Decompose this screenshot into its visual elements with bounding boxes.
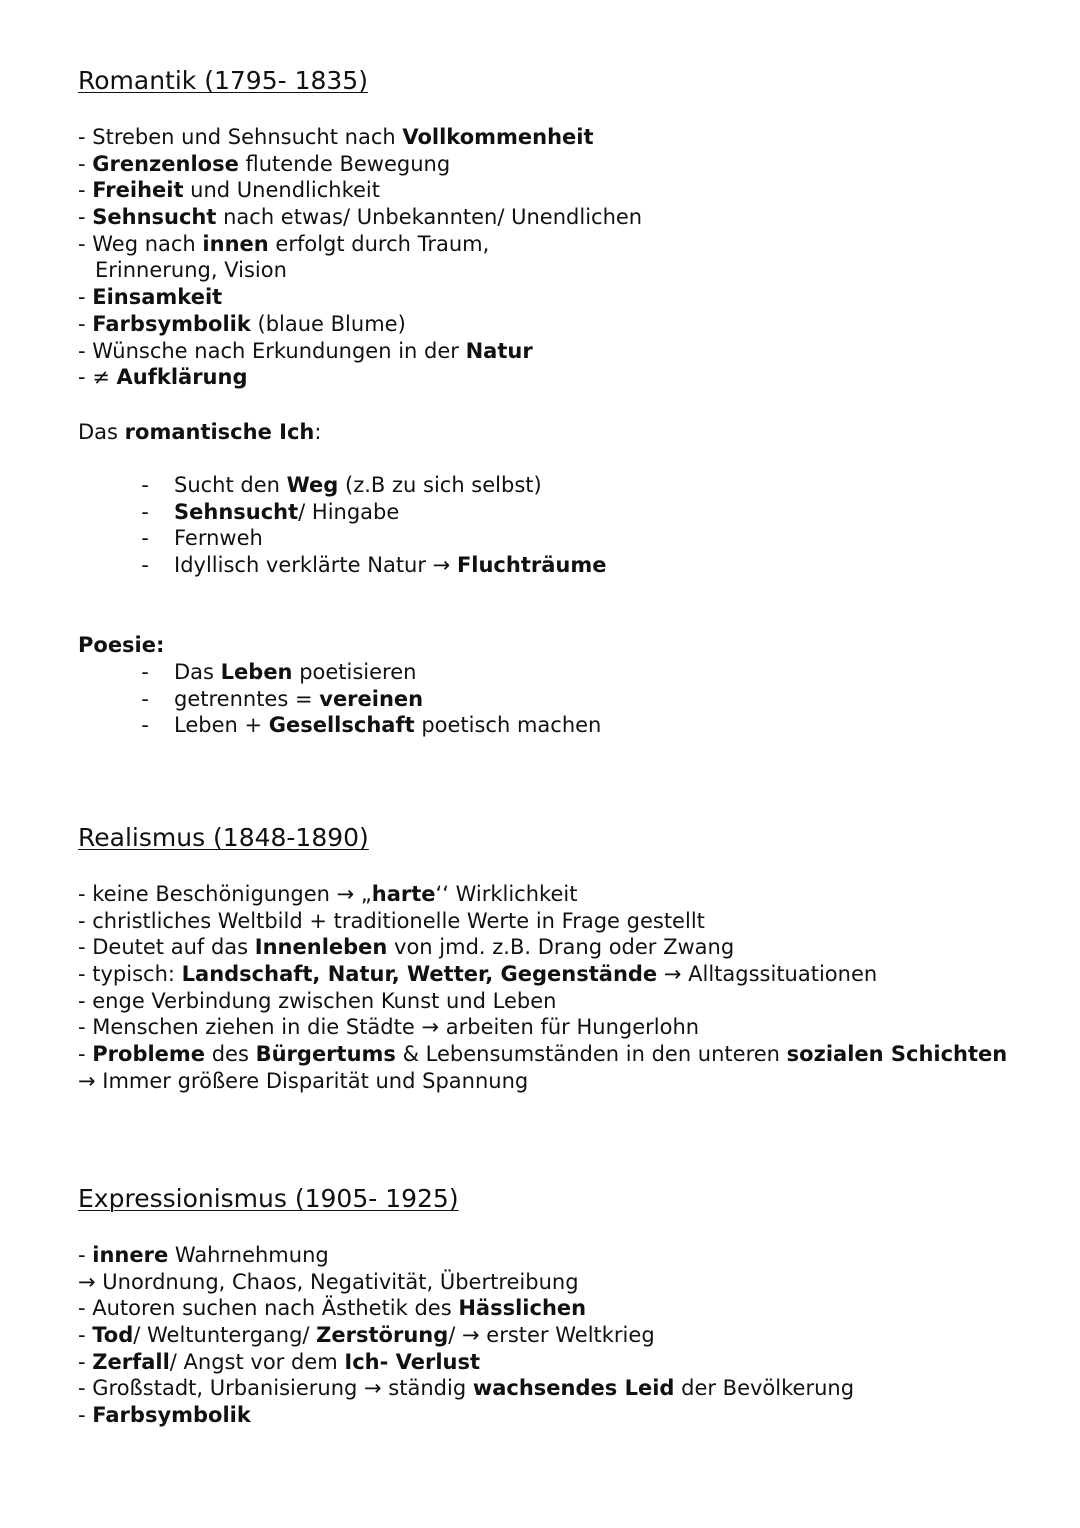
bold-text: Aufklärung	[116, 365, 248, 390]
text-run: Leben +	[174, 713, 269, 738]
list-item	[78, 231, 642, 258]
list-item	[78, 1014, 1007, 1041]
bold-text: Natur	[465, 338, 533, 363]
text-run: - Streben und Sehnsucht nach	[78, 125, 403, 149]
sub-list-item	[138, 659, 601, 686]
text-run: poetisch machen	[414, 713, 602, 738]
bold-text: innen	[202, 231, 269, 256]
text-run: Erinnerung, Vision	[95, 258, 287, 283]
text-run: -	[78, 285, 93, 310]
bold-text: Hässlichen	[458, 1296, 587, 1321]
list-item	[78, 934, 1007, 961]
text-run: (blaue Blume)	[250, 311, 406, 336]
list-item	[78, 1068, 1007, 1095]
text-run: - Wünsche nach Erkundungen in der	[78, 338, 466, 363]
text-run: & Lebensumständen in den unteren	[395, 1042, 787, 1067]
bold-text: Sehnsucht	[92, 205, 217, 230]
bold-text: Probleme	[92, 1042, 206, 1067]
list-item	[78, 1402, 854, 1429]
heading-romantik: Romantik (1795- 1835)	[78, 66, 368, 95]
sub-list-item	[138, 552, 606, 579]
bold-text: Landschaft, Natur, Wetter, Gegenstände	[181, 962, 658, 987]
bold-text: Fluchträume	[456, 553, 607, 578]
text-run: - Weg nach	[78, 231, 203, 256]
text-run: erfolgt durch Traum,	[268, 231, 490, 256]
text-run: und Unendlichkeit	[183, 178, 380, 203]
text-run: / Angst vor dem	[169, 1349, 345, 1374]
bold-text: Freiheit	[92, 178, 184, 203]
expressionismus-list	[78, 1242, 854, 1429]
list-item	[78, 1295, 854, 1322]
bold-text: wachsendes Leid	[472, 1376, 675, 1401]
text-run: - typisch:	[78, 962, 182, 987]
sub-list-item	[138, 525, 606, 552]
text-run: - keine Beschönigungen → „	[78, 882, 372, 906]
bold-text: sozialen Schichten	[786, 1042, 1008, 1067]
dash-bullet-icon: -	[141, 499, 149, 524]
bold-text: innere	[92, 1243, 169, 1267]
realismus-list	[78, 881, 1007, 1095]
text-run: - Autoren suchen nach Ästhetik des	[78, 1296, 459, 1321]
text-run: - Deutet auf das	[78, 935, 255, 960]
dash-bullet-icon: -	[141, 553, 149, 578]
bold-text: Weg	[286, 473, 339, 497]
romantisches-ich-list	[138, 472, 606, 579]
list-item	[78, 1041, 1007, 1068]
bold-text: Grenzenlose	[92, 151, 239, 176]
bold-text: Sehnsucht	[174, 499, 299, 524]
bold-text: Bürgertums	[255, 1042, 396, 1067]
list-item	[78, 364, 642, 391]
text-run: - Menschen ziehen in die Städte → arbeiten für Hungerlohn	[78, 1015, 700, 1040]
poesie-label	[78, 632, 164, 659]
romantisches-ich-label	[78, 419, 321, 446]
text-run: getrenntes =	[174, 686, 320, 711]
text-run: → Alltagssituationen	[657, 962, 878, 987]
text-run: von jmd. z.B. Drang oder Zwang	[387, 935, 735, 960]
bold-text: vereinen	[319, 686, 424, 711]
text-run: -	[78, 205, 93, 230]
text-run: -	[78, 178, 93, 203]
text-run: -	[78, 1243, 93, 1267]
dash-bullet-icon: -	[141, 473, 149, 497]
text-run: / Hingabe	[298, 499, 400, 524]
dash-bullet-icon: -	[141, 713, 149, 738]
text-run: des	[205, 1042, 256, 1067]
list-item	[78, 257, 642, 284]
list-item	[78, 881, 1007, 908]
bold-text: Tod	[92, 1323, 134, 1348]
bold-text: Farbsymbolik	[92, 1403, 251, 1428]
list-item	[78, 284, 642, 311]
list-item	[78, 961, 1007, 988]
sub-list-item	[138, 686, 601, 713]
text-run: - ≠	[78, 365, 117, 390]
list-item	[78, 177, 642, 204]
text-run: -	[78, 1403, 93, 1428]
bold-text: Farbsymbolik	[92, 311, 251, 336]
text-run: Das	[78, 420, 125, 444]
text-run: - Großstadt, Urbanisierung → ständig	[78, 1376, 473, 1401]
bold-text: Vollkommenheit	[402, 125, 594, 149]
list-item	[78, 338, 642, 365]
bold-text: Gesellschaft	[268, 713, 415, 738]
bold-text: Zerfall	[92, 1349, 170, 1374]
dash-bullet-icon: -	[141, 660, 149, 684]
poesie-list	[138, 659, 601, 739]
list-item	[78, 1322, 854, 1349]
text-run: -	[78, 1349, 93, 1374]
bold-text: Ich- Verlust	[344, 1349, 481, 1374]
text-run: Idyllisch verklärte Natur →	[174, 553, 457, 578]
list-item	[78, 311, 642, 338]
list-item	[78, 124, 642, 151]
dash-bullet-icon: -	[141, 686, 149, 711]
text-run: → Unordnung, Chaos, Negativität, Übertreibung	[78, 1269, 579, 1294]
bold-text: romantische Ich	[124, 420, 315, 444]
text-run: (z.B zu sich selbst)	[338, 473, 542, 497]
list-item	[78, 1375, 854, 1402]
text-run: Sucht den	[174, 473, 287, 497]
romantik-list	[78, 124, 642, 391]
bold-text: Leben	[220, 660, 293, 684]
text-run: -	[78, 1323, 93, 1348]
text-run: -	[78, 1042, 93, 1067]
text-run: Wahrnehmung	[168, 1243, 329, 1267]
text-run: → Immer größere Disparität und Spannung	[78, 1068, 529, 1093]
heading-realismus: Realismus (1848-1890)	[78, 823, 369, 852]
text-run: -	[78, 311, 93, 336]
text-run: flutende Bewegung	[238, 151, 451, 176]
sub-list-item	[138, 472, 606, 499]
text-run: nach etwas/ Unbekannten/ Unendlichen	[216, 205, 643, 230]
list-item	[78, 1242, 854, 1269]
bold-text: Innenleben	[254, 935, 388, 960]
bold-text: Poesie:	[78, 633, 165, 657]
text-run: ‘‘ Wirklichkeit	[435, 882, 578, 906]
text-run: / → erster Weltkrieg	[448, 1323, 655, 1348]
bold-text: Zerstörung	[316, 1323, 449, 1348]
text-run: Fernweh	[174, 526, 263, 551]
list-item	[78, 204, 642, 231]
text-run: der Bevölkerung	[674, 1376, 855, 1401]
dash-bullet-icon: -	[141, 526, 149, 551]
text-run: - enge Verbindung zwischen Kunst und Leben	[78, 988, 557, 1013]
list-item	[78, 988, 1007, 1015]
text-run: poetisieren	[292, 660, 417, 684]
text-run: :	[314, 420, 322, 444]
heading-expressionismus: Expressionismus (1905- 1925)	[78, 1184, 459, 1213]
list-item	[78, 1269, 854, 1296]
bold-text: Einsamkeit	[92, 285, 223, 310]
text-run: - christliches Weltbild + traditionelle Werte in Frage gestellt	[78, 908, 705, 933]
sub-list-item	[138, 499, 606, 526]
list-item	[78, 1349, 854, 1376]
list-item	[78, 151, 642, 178]
text-run: -	[78, 151, 93, 176]
sub-list-item	[138, 712, 601, 739]
bold-text: harte	[371, 882, 436, 906]
text-run: / Weltuntergang/	[133, 1323, 317, 1348]
text-run: Das	[174, 660, 221, 684]
list-item	[78, 908, 1007, 935]
